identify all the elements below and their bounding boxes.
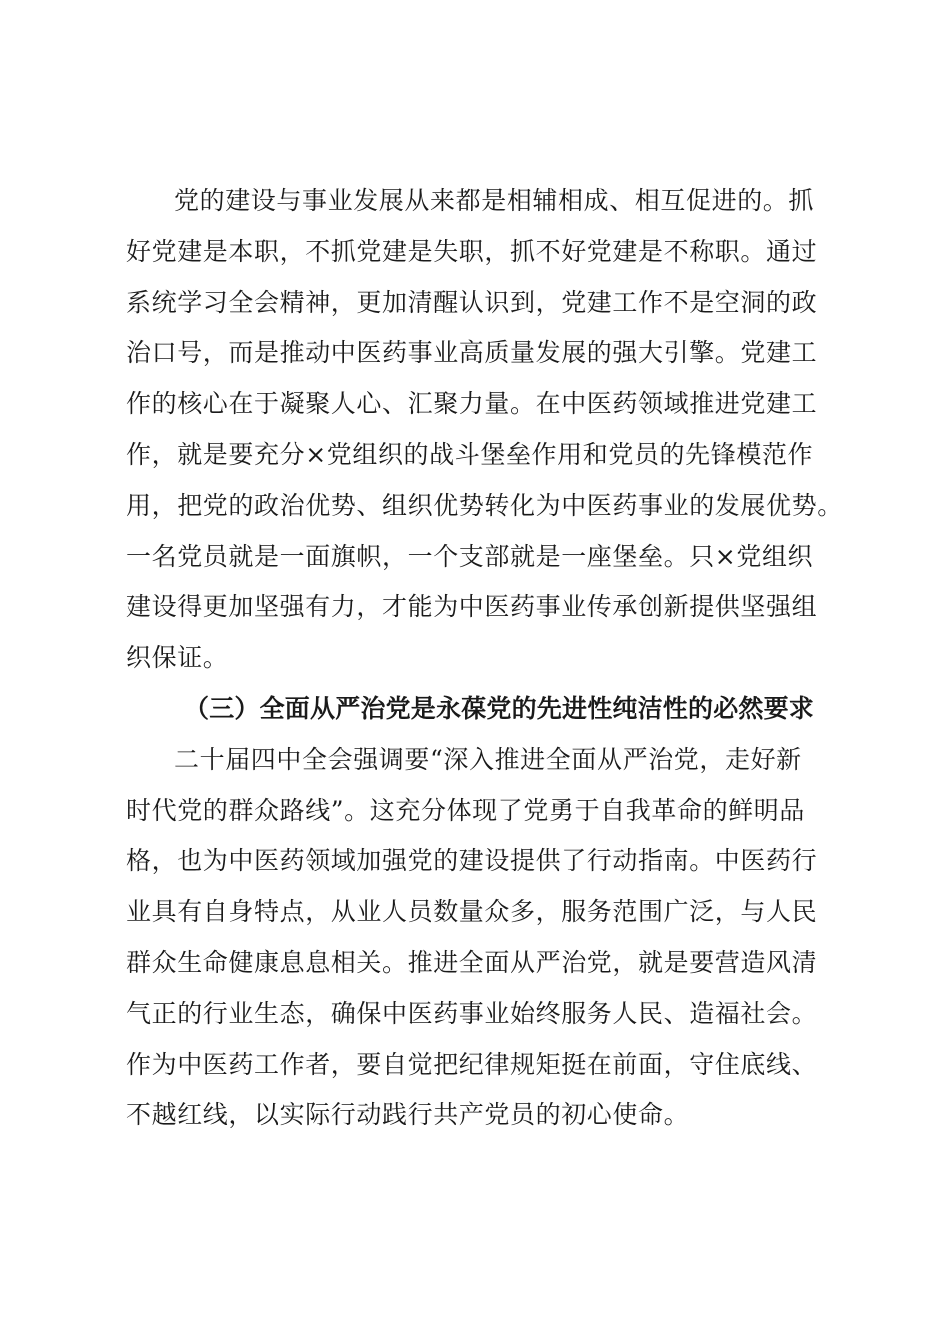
text-line: 党的建设与事业发展从来都是相辅相成、相互促进的。抓 (174, 186, 815, 215)
text-line: 系统学习全会精神，更加清醒认识到，党建工作不是空洞的政 (126, 287, 818, 317)
text-line: 用，把党的政治优势、组织优势转化为中医药事业的发展优势。 (126, 490, 843, 520)
text-line: 一名党员就是一面旗帜，一个支部就是一座堡垒。只×党组织 (126, 541, 814, 571)
paragraph-2 (126, 735, 846, 1141)
text-line: 不越红线，以实际行动践行共产党员的初心使命。 (126, 1100, 690, 1130)
text-line: 作，就是要充分×党组织的战斗堡垒作用和党员的先锋模范作 (126, 439, 814, 469)
text-line: 作的核心在于凝聚人心、汇聚力量。在中医药领域推进党建工 (126, 389, 818, 419)
text-line: 建设得更加坚强有力，才能为中医药事业传承创新提供坚强组 (126, 592, 818, 622)
text-line: 织保证。 (126, 643, 229, 673)
text-line: 业具有自身特点，从业人员数量众多，服务范围广泛，与人民 (126, 897, 818, 927)
text-line: 时代党的群众路线”。这充分体现了党勇于自我革命的鲜明品 (126, 795, 805, 825)
text-line: 气正的行业生态，确保中医药事业始终服务人民、造福社会。 (126, 998, 818, 1028)
text-line: 治口号，而是推动中医药事业高质量发展的强大引擎。党建工 (126, 338, 818, 368)
text-line: 格，也为中医药领域加强党的建设提供了行动指南。中医药行 (126, 846, 818, 876)
section-heading: （三）全面从严治党是永葆党的先进性纯洁性的必然要求 (184, 693, 815, 723)
text-line: 二十届四中全会强调要“深入推进全面从严治党，走好新 (174, 744, 802, 774)
text-line: 群众生命健康息息相关。推进全面从严治党，就是要营造风清 (126, 947, 818, 977)
document-body (126, 176, 846, 1141)
text-line: 作为中医药工作者，要自觉把纪律规矩挺在前面，守住底线、 (126, 1049, 818, 1079)
text-line: 好党建是本职，不抓党建是失职，抓不好党建是不称职。通过 (126, 236, 818, 266)
paragraph-1 (126, 176, 846, 684)
